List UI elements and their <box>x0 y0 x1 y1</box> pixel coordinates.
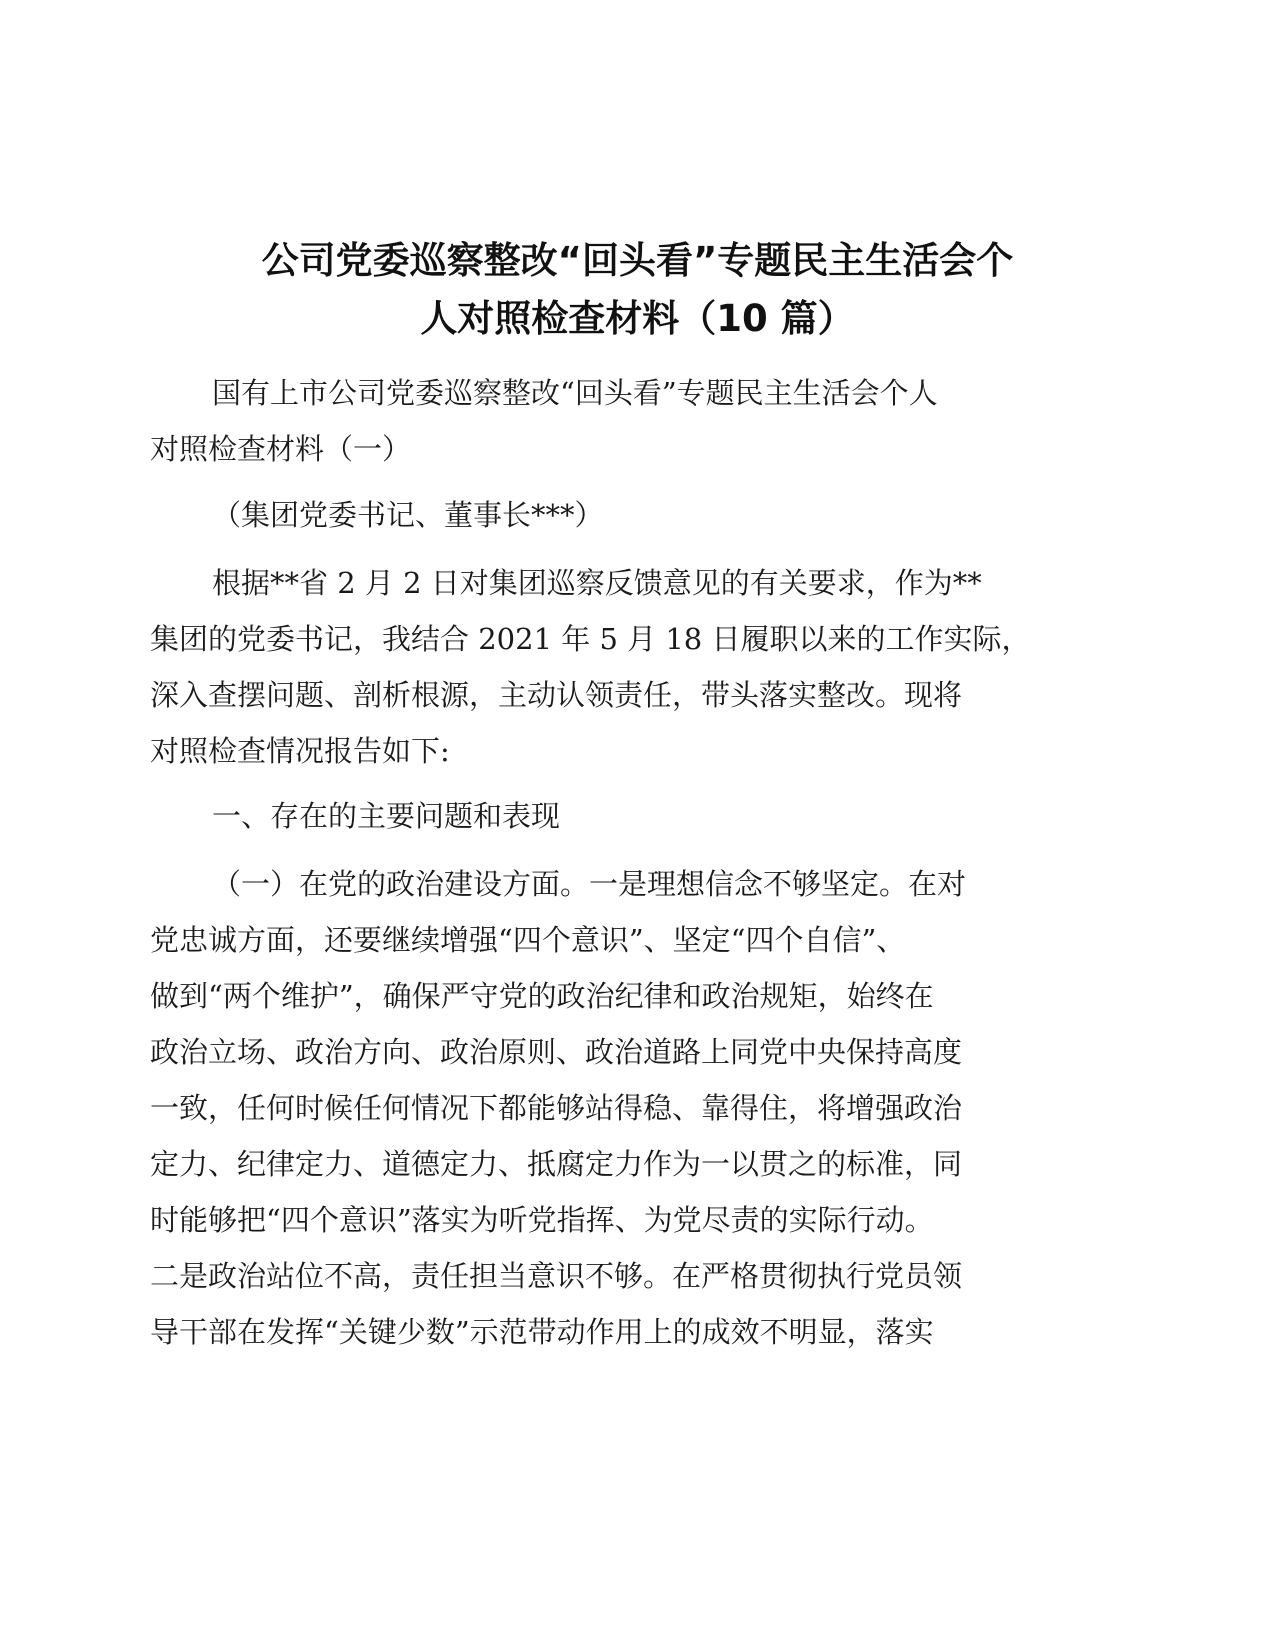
subtitle-line-1: 国有上市公司党委巡察整改“回头看”专题民主生活会个人 <box>212 376 938 410</box>
section-one-line-4: 政治立场、政治方向、政治原则、政治道路上同党中央保持高度 <box>150 1035 963 1069</box>
section-one-line-6: 定力、纪律定力、道德定力、抵腐定力作为一以贯之的标准，同 <box>150 1147 963 1181</box>
intro-line-1: 根据**省 2 月 2 日对集团巡察反馈意见的有关要求，作为** <box>212 566 982 600</box>
section-one-line-8: 二是政治站位不高，责任担当意识不够。在严格贯彻执行党员领 <box>150 1259 963 1293</box>
section-one-line-1: （一）在党的政治建设方面。一是理想信念不够坚定。在对 <box>212 867 967 901</box>
document-title <box>150 232 1125 348</box>
section-one-paragraph <box>150 856 1110 1360</box>
author-line <box>150 487 1110 543</box>
intro-paragraph <box>150 555 1110 779</box>
section-heading <box>150 788 1110 844</box>
subtitle-paragraph <box>150 365 1110 477</box>
title-line-2: 人对照检查材料（10 篇） <box>420 297 855 340</box>
intro-line-2: 集团的党委书记，我结合 2021 年 5 月 18 日履职以来的工作实际， <box>150 622 1031 656</box>
subtitle-line-2: 对照检查材料（一） <box>150 432 412 466</box>
author-text: （集团党委书记、董事长***） <box>212 498 604 532</box>
title-line-1: 公司党委巡察整改“回头看”专题民主生活会个 <box>261 239 1014 282</box>
section-one-line-2: 党忠诚方面，还要继续增强“四个意识”、坚定“四个自信”、 <box>150 923 906 957</box>
section-one-line-9: 导干部在发挥“关键少数”示范带动作用上的成效不明显，落实 <box>150 1315 934 1349</box>
intro-line-3: 深入查摆问题、剖析根源，主动认领责任，带头落实整改。现将 <box>150 678 963 712</box>
section-heading-text: 一、存在的主要问题和表现 <box>212 799 561 833</box>
intro-line-4: 对照检查情况报告如下: <box>150 734 450 768</box>
section-one-line-5: 一致，任何时候任何情况下都能够站得稳、靠得住，将增强政治 <box>150 1091 963 1125</box>
section-one-line-7: 时能够把“四个意识”落实为听党指挥、为党尽责的实际行动。 <box>150 1203 934 1237</box>
section-one-line-3: 做到“两个维护”，确保严守党的政治纪律和政治规矩，始终在 <box>150 979 934 1013</box>
